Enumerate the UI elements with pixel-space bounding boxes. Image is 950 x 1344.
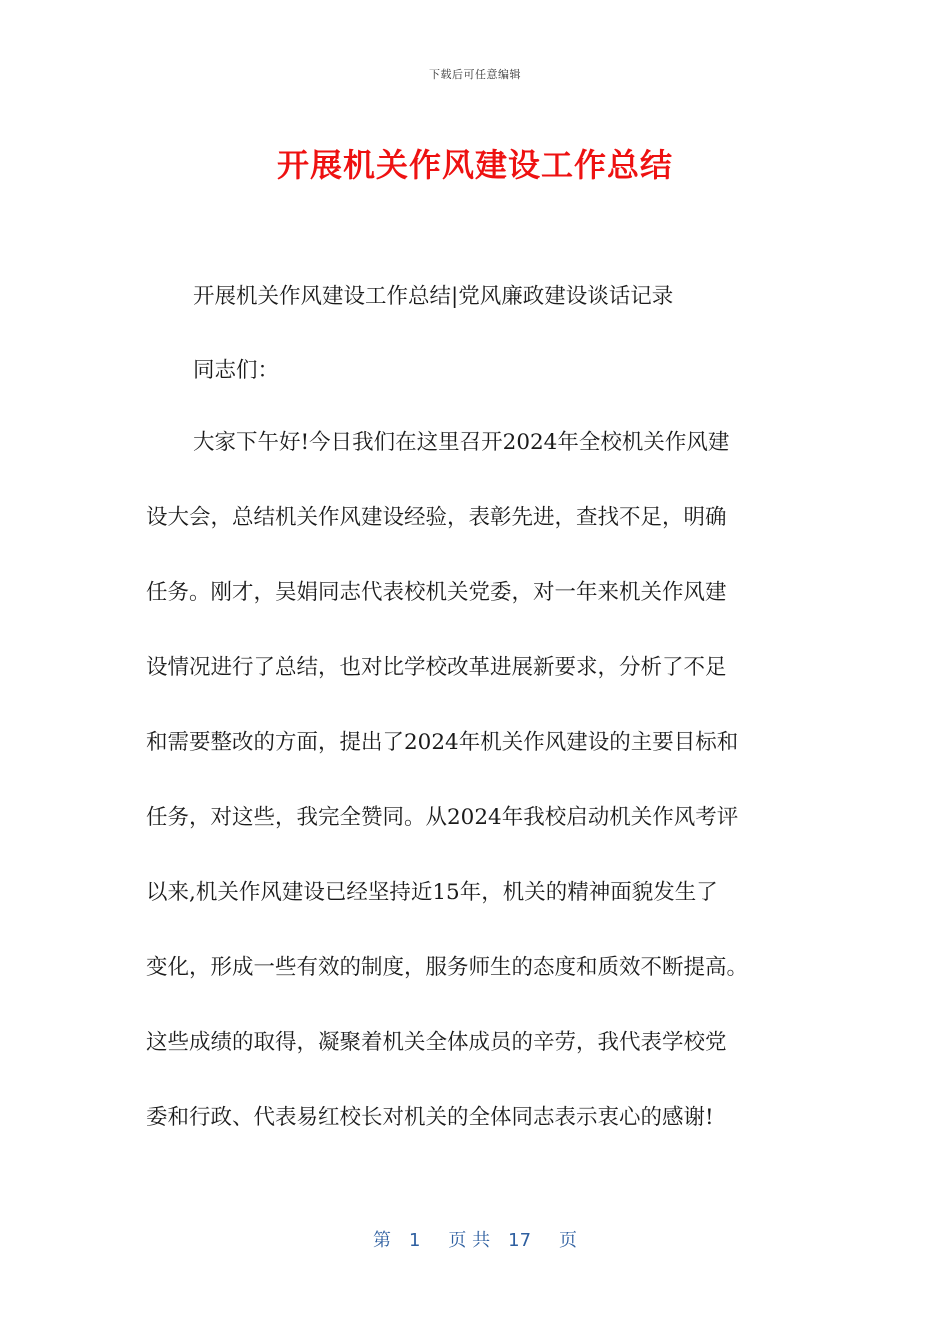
body-paragraph — [146, 428, 806, 1178]
footer-suffix: 页 — [559, 1230, 578, 1251]
body-line: 任务，对这些，我完全赞同。从2024年我校启动机关作风考评 — [146, 805, 739, 830]
body-line: 变化，形成一些有效的制度，服务师生的态度和质效不断提高。 — [146, 955, 749, 980]
body-line: 任务。刚才，吴娟同志代表校机关党委，对一年来机关作风建 — [146, 580, 727, 605]
header-note: 下载后可任意编辑 — [429, 68, 521, 81]
body-line: 这些成绩的取得，凝聚着机关全体成员的辛劳，我代表学校党 — [146, 1030, 727, 1055]
body-line: 以来,机关作风建设已经坚持近15年，机关的精神面貌发生了 — [146, 880, 718, 905]
subtitle-paragraph — [146, 282, 806, 357]
body-line: 设大会，总结机关作风建设经验，表彰先进，查找不足，明确 — [146, 505, 727, 530]
body-line: 和需要整改的方面，提出了2024年机关作风建设的主要目标和 — [146, 730, 739, 755]
salutation-line: 同志们： — [193, 358, 280, 383]
page-footer — [0, 1226, 950, 1252]
footer-total-pages: 17 — [508, 1230, 532, 1251]
document-title: 开展机关作风建设工作总结 — [276, 146, 673, 184]
footer-current-page: 1 — [408, 1230, 421, 1251]
subtitle-line: 开展机关作风建设工作总结|党风廉政建设谈话记录 — [193, 284, 674, 309]
body-line: 大家下午好!今日我们在这里召开2024年全校机关作风建 — [193, 430, 730, 455]
salutation-paragraph — [146, 356, 806, 431]
footer-middle: 页 共 — [448, 1230, 491, 1251]
body-line: 设情况进行了总结，也对比学校改革进展新要求，分析了不足 — [146, 655, 727, 680]
footer-prefix: 第 — [372, 1230, 391, 1251]
body-line: 委和行政、代表易红校长对机关的全体同志表示衷心的感谢! — [146, 1105, 714, 1130]
